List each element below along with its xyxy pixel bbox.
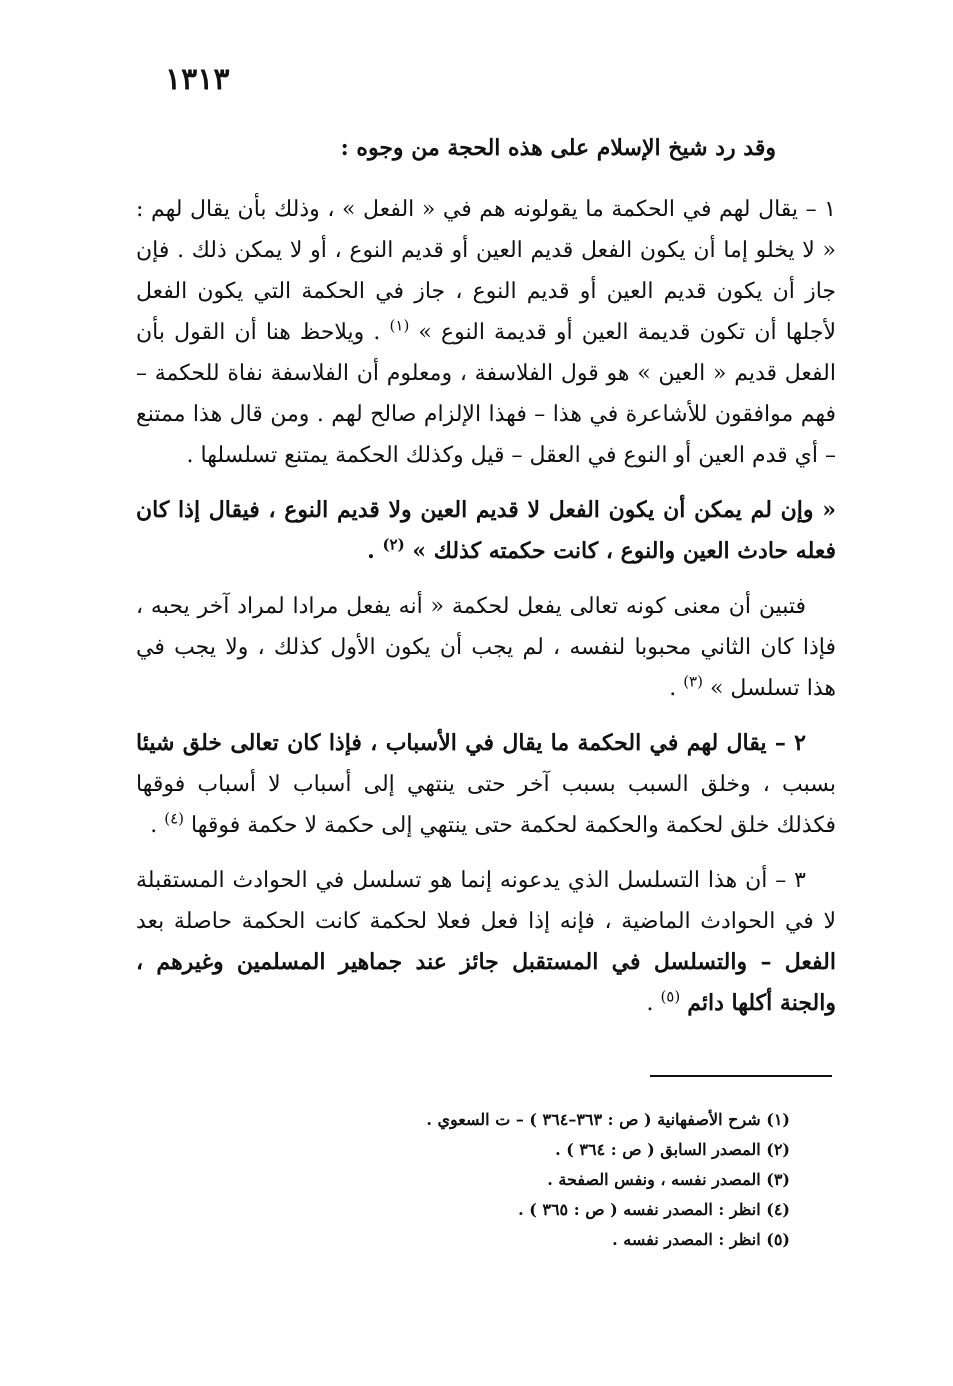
paragraph-5-tail: . [646, 991, 661, 1016]
footnote-3: (٣) المصدر نفسه ، ونفس الصفحة . [547, 1170, 790, 1189]
footnote-ref-5: (٥) [660, 987, 681, 1006]
footnote-ref-2: (٢) [382, 535, 405, 554]
paragraph-3-tail: . [669, 676, 684, 701]
footnote-4: (٤) انظر : المصدر نفسه ( ص : ٣٦٥ ) . [518, 1200, 790, 1219]
footnote-5: (٥) انظر : المصدر نفسه . [612, 1230, 790, 1249]
paragraph-5-bold: الفعل – والتسلسل في المستقبل جائز عند جماهير المسلمين وغيرهم ، والجنة أكلها دائم [136, 949, 836, 1016]
paragraph-2-quote [136, 490, 836, 572]
paragraph-1-text: ١ – يقال لهم في الحكمة ما يقولونه هم في « الفعل » ، وذلك بأن يقال لهم : « لا يخلو إما أن يكون الفعل قديم العين أو قديم النوع ، أو لا يمكن ذلك . فإن جاز أن يكون قديم العين أو قديم النوع ، جاز في الحكمة التي يكون الفعل لأجلها أن تكون قديمة العين أو قديمة النوع » [136, 197, 837, 345]
paragraph-4 [136, 723, 836, 846]
paragraph-3-text: فتبين أن معنى كونه تعالى يفعل لحكمة « أنه يفعل مرادا لمراد آخر يحبه ، فإذا كان الثاني محبوبا لنفسه ، لم يجب أن يكون الأول كذلك ، ولا يجب في هذا تسلسل » [136, 594, 836, 701]
section-heading: وقد رد شيخ الإسلام على هذه الحجة من وجوه : [340, 135, 776, 161]
paragraph-1 [136, 189, 836, 476]
footnotes [300, 1105, 790, 1255]
footnote-divider [650, 1075, 832, 1077]
footnote-2: (٢) المصدر السابق ( ص : ٣٦٤ ) . [555, 1140, 790, 1159]
footnote-ref-3: (٣) [683, 672, 703, 691]
footnote-ref-4: (٤) [164, 809, 185, 828]
page-number: ١٣١٣ [165, 62, 230, 97]
paragraph-4-bold: ٢ – يقال لهم في الحكمة ما يقال في الأسباب ، فإذا كان تعالى خلق شيئا [136, 730, 806, 756]
footnote-1: (١) شرح الأصفهانية ( ص : ٣٦٣–٣٦٤ ) – ت السعوي . [426, 1110, 790, 1129]
paragraph-4-tail: . [150, 813, 165, 838]
paragraph-5 [136, 860, 836, 1024]
paragraph-4-text: بسبب ، وخلق السبب بسبب آخر حتى ينتهي إلى أسباب لا أسباب فوقها فكذلك خلق لحكمة والحكمة لحكمة حتى ينتهي إلى حكمة لا حكمة فوقها [136, 772, 836, 838]
paragraph-2-text: « وإن لم يمكن أن يكون الفعل لا قديم العين ولا قديم النوع ، فيقال إذا كان فعله حادث العين والنوع ، كانت حكمته كذلك » [136, 497, 836, 564]
paragraph-5-text: ٣ – أن هذا التسلسل الذي يدعونه إنما هو تسلسل في الحوادث المستقبلة لا في الحوادث الماضية ، فإنه إذا فعل فعلا لحكمة كانت الحكمة حاصلة بعد [136, 868, 836, 934]
page-body [136, 128, 836, 1038]
paragraph-1-tail: . ويلاحظ هنا أن القول بأن الفعل قديم « العين » هو قول الفلاسفة ، ومعلوم أن الفلاسفة نفاة للحكمة – فهم موافقون للأشاعرة في هذا – فهذا الإلزام صالح لهم . ومن قال هذا ممتنع – أي قدم العين أو النوع في العقل – قيل وكذلك الحكمة يمتنع تسلسلها . [136, 320, 836, 468]
footnote-ref-1: (١) [389, 316, 410, 335]
paragraph-3 [136, 586, 836, 709]
paragraph-2-tail: . [367, 538, 383, 564]
